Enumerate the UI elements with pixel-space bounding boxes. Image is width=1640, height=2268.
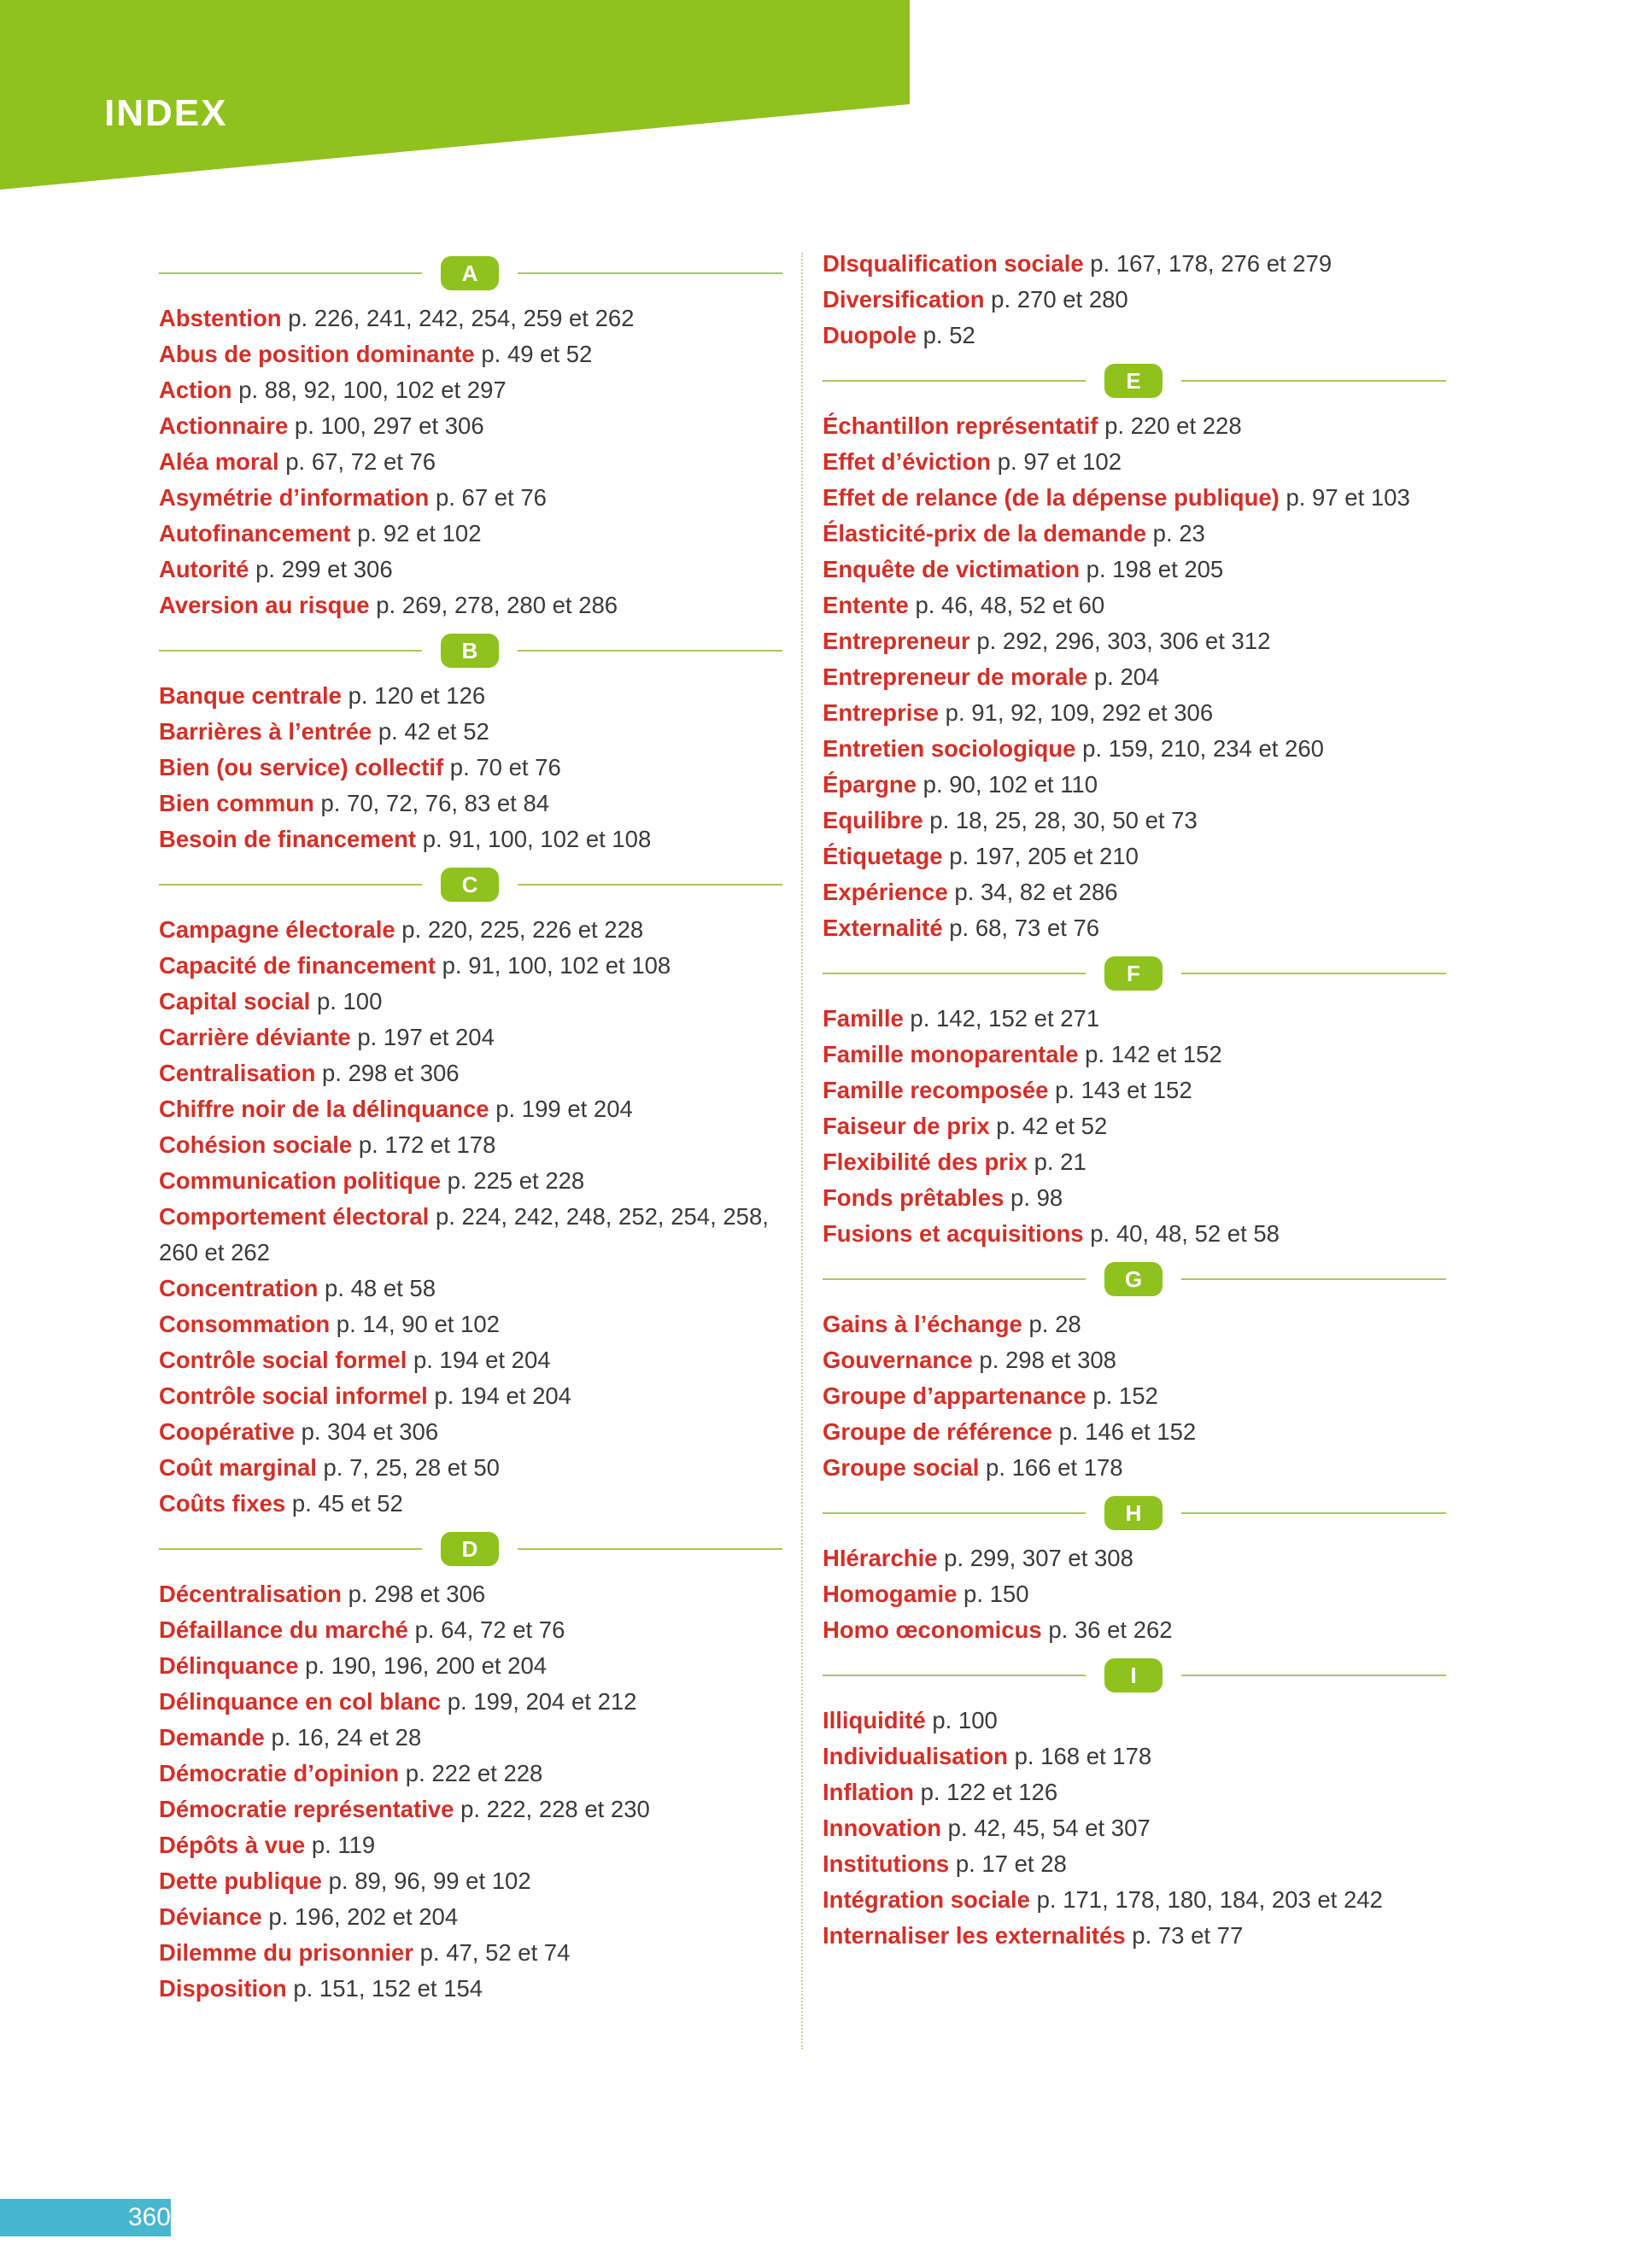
index-entry [159,678,782,714]
index-entry [823,516,1446,552]
index-pages: p. 298 et 306 [348,1581,486,1607]
index-term: Échantillon représentatif [823,412,1098,439]
index-term: Enquête de victimation [823,556,1081,582]
index-pages: p. 167, 178, 276 et 279 [1090,250,1332,277]
letter-badge: E [1104,364,1163,398]
index-entry [159,1899,782,1935]
index-term: Chiffre noir de la délinquance [159,1096,489,1122]
index-entry [823,839,1446,874]
index-term: Action [159,377,232,403]
letter-divider [159,857,782,912]
index-pages: p. 166 et 178 [986,1454,1123,1481]
index-pages: p. 42 et 52 [996,1113,1108,1139]
index-pages: p. 292, 296, 303, 306 et 312 [976,628,1271,654]
divider-line [1181,1278,1446,1280]
index-term: Fonds prêtables [823,1184,1004,1211]
index-pages: p. 36 et 262 [1048,1616,1173,1643]
index-entry [159,1971,782,2007]
index-pages: p. 49 et 52 [481,341,593,367]
index-term: Dilemme du prisonnier [159,1939,413,1966]
index-term: Gains à l’échange [823,1311,1022,1337]
index-pages: p. 222 et 228 [405,1760,543,1786]
index-pages: p. 197, 205 et 210 [949,843,1139,869]
index-entry [159,587,782,623]
index-pages: p. 23 [1152,520,1205,547]
index-term: Aversion au risque [159,592,370,618]
index-pages: p. 89, 96, 99 et 102 [328,1868,531,1894]
letter-divider [823,354,1446,408]
index-term: Coût marginal [159,1454,317,1481]
index-entry [159,750,782,786]
index-pages: p. 151, 152 et 154 [293,1975,483,2002]
index-term: Famille monoparentale [823,1041,1079,1067]
index-term: Entrepreneur [823,628,970,654]
index-term: HIérarchie [823,1545,938,1571]
index-entry [823,246,1446,282]
index-entry [823,1450,1446,1486]
index-entry [823,444,1446,480]
index-pages: p. 199 et 204 [495,1096,633,1122]
index-pages: p. 194 et 204 [413,1347,551,1373]
index-column-right [823,246,1446,1954]
index-pages: p. 42 et 52 [378,718,489,745]
index-term: Délinquance [159,1652,299,1679]
index-entry [159,1827,782,1863]
index-pages: p. 18, 25, 28, 30, 50 et 73 [929,807,1198,833]
index-pages: p. 142 et 152 [1085,1041,1222,1067]
index-pages: p. 119 [311,1832,376,1858]
index-term: Entente [823,592,909,618]
index-pages: p. 45 et 52 [291,1490,403,1517]
index-pages: p. 17 et 28 [955,1850,1067,1877]
index-term: Comportement électoral [159,1203,430,1230]
index-entry [823,874,1446,910]
index-entry [823,1739,1446,1774]
index-entry [159,1020,782,1055]
index-entry [159,1414,782,1450]
index-entry [823,695,1446,731]
index-term: Diversification [823,286,985,313]
divider-line [159,884,422,886]
index-term: Cohésion sociale [159,1131,353,1158]
index-pages: p. 100, 297 et 306 [294,412,484,439]
index-entry [823,1144,1446,1180]
letter-badge: I [1104,1658,1163,1692]
index-entry [823,1540,1446,1576]
letter-divider [823,1252,1446,1306]
index-term: Intégration sociale [823,1886,1030,1913]
index-entry [159,552,782,587]
index-entry [823,1342,1446,1378]
letter-badge: G [1104,1262,1163,1296]
index-term: Démocratie représentative [159,1796,454,1822]
index-term: Défaillance du marché [159,1616,408,1643]
index-term: Démocratie d’opinion [159,1760,400,1786]
index-pages: p. 42, 45, 54 et 307 [947,1815,1151,1841]
index-term: Entrepreneur de morale [823,663,1088,690]
index-pages: p. 7, 25, 28 et 50 [323,1454,500,1481]
index-term: Duopole [823,322,917,348]
index-pages: p. 100 [316,988,383,1014]
index-entry [823,1612,1446,1648]
divider-line [823,1512,1086,1514]
index-entry [159,1576,782,1612]
index-entry [159,1306,782,1342]
index-term: Innovation [823,1815,942,1841]
index-pages: p. 70, 72, 76, 83 et 84 [320,790,550,816]
index-term: Entretien sociologique [823,735,1076,762]
index-pages: p. 97 et 103 [1286,484,1410,511]
index-term: Carrière déviante [159,1024,351,1050]
divider-line [823,973,1086,974]
index-entry [159,1055,782,1091]
index-term: Flexibilité des prix [823,1149,1028,1175]
index-term: Capital social [159,988,311,1014]
index-pages: p. 225 et 228 [447,1167,585,1194]
index-entry [823,1918,1446,1954]
index-pages: p. 34, 82 et 286 [954,879,1118,905]
index-pages: p. 299, 307 et 308 [944,1545,1133,1571]
index-entry [823,282,1446,318]
index-term: Groupe social [823,1454,980,1481]
divider-line [1181,973,1446,974]
index-pages: p. 64, 72 et 76 [414,1616,565,1643]
index-pages: p. 270 et 280 [991,286,1128,313]
index-entry [823,1576,1446,1612]
index-term: Actionnaire [159,412,289,439]
index-pages: p. 199, 204 et 212 [447,1688,637,1715]
index-entry [159,1127,782,1163]
index-term: DIsqualification sociale [823,250,1084,277]
index-entry [823,1703,1446,1739]
index-entry [159,1792,782,1827]
index-entry [823,1414,1446,1450]
index-pages: p. 16, 24 et 28 [271,1724,422,1751]
index-term: Asymétrie d’information [159,484,430,511]
index-entry [159,516,782,552]
index-pages: p. 28 [1028,1311,1081,1337]
page-number-tab [0,2199,171,2236]
index-pages: p. 226, 241, 242, 254, 259 et 262 [288,305,635,331]
index-entry [823,408,1446,444]
index-pages: p. 224, 242, 248, 252, 254, 258, 260 et 262 [159,1203,769,1266]
letter-badge: F [1104,956,1163,991]
index-term: Coopérative [159,1418,295,1445]
index-pages: p. 171, 178, 180, 184, 203 et 242 [1036,1886,1383,1913]
divider-line [159,650,422,652]
letter-divider [159,1522,782,1576]
index-entry [823,1001,1446,1037]
index-term: Externalité [823,915,943,941]
index-term: Illiquidité [823,1707,926,1733]
divider-line [1181,1512,1446,1514]
index-term: Equilibre [823,807,923,833]
letter-divider [823,946,1446,1001]
index-pages: p. 100 [932,1707,998,1733]
index-pages: p. 194 et 204 [434,1382,571,1409]
index-pages: p. 97 et 102 [997,448,1122,475]
index-term: Groupe de référence [823,1418,1052,1445]
index-term: Banque centrale [159,682,342,709]
index-term: Concentration [159,1275,319,1301]
index-entry [823,1306,1446,1342]
index-entry [159,1648,782,1684]
index-term: Centralisation [159,1060,316,1086]
index-term: Décentralisation [159,1581,342,1607]
index-entry [159,1935,782,1971]
index-pages: p. 91, 100, 102 et 108 [422,826,652,852]
index-pages: p. 47, 52 et 74 [419,1939,571,1966]
divider-line [1181,1675,1446,1676]
index-term: Homo œconomicus [823,1616,1042,1643]
index-entry [159,1684,782,1720]
index-pages: p. 142, 152 et 271 [910,1005,1100,1032]
index-pages: p. 190, 196, 200 et 204 [305,1652,548,1679]
index-pages: p. 197 et 204 [357,1024,495,1050]
index-pages: p. 298 et 306 [322,1060,460,1086]
index-term: Individualisation [823,1743,1008,1769]
index-term: Capacité de financement [159,952,436,979]
index-pages: p. 90, 102 et 110 [922,771,1098,798]
index-entry [159,1486,782,1522]
index-pages: p. 198 et 205 [1086,556,1224,582]
index-pages: p. 269, 278, 280 et 286 [376,592,618,618]
index-entry [159,301,782,336]
index-term: Effet de relance (de la dépense publique) [823,484,1280,511]
index-entry [159,1199,782,1271]
index-entry [823,587,1446,623]
index-pages: p. 122 et 126 [920,1779,1058,1805]
index-entry [159,372,782,408]
index-entry [159,1720,782,1756]
index-pages: p. 298 et 308 [979,1347,1116,1373]
index-pages: p. 220, 225, 226 et 228 [401,916,644,943]
index-entry [823,1073,1446,1108]
index-term: Gouvernance [823,1347,973,1373]
index-pages: p. 204 [1093,663,1160,690]
index-pages: p. 46, 48, 52 et 60 [915,592,1105,618]
index-entry [823,1846,1446,1882]
index-pages: p. 150 [964,1581,1029,1607]
index-entry [823,1037,1446,1073]
index-entry [823,1180,1446,1216]
index-entry [823,767,1446,803]
index-entry [823,1774,1446,1810]
index-entry [159,1756,782,1792]
index-term: Aléa moral [159,448,279,475]
divider-line [159,272,422,274]
index-term: Groupe d’appartenance [823,1382,1086,1409]
index-term: Contrôle social informel [159,1382,428,1409]
index-term: Fusions et acquisitions [823,1220,1084,1247]
column-divider [801,253,803,2049]
index-pages: p. 91, 100, 102 et 108 [442,952,671,979]
index-entry [823,480,1446,516]
index-entry [159,1163,782,1199]
index-entry [159,1378,782,1414]
index-pages: p. 159, 210, 234 et 260 [1082,735,1324,762]
divider-line [823,1675,1086,1676]
index-term: Famille recomposée [823,1077,1049,1103]
index-pages: p. 299 et 306 [255,556,393,582]
divider-line [823,380,1086,382]
index-term: Dépôts à vue [159,1832,306,1858]
divider-line [518,1548,782,1550]
page-title: INDEX [104,92,228,134]
index-entry [823,552,1446,587]
letter-divider [823,1486,1446,1540]
index-pages: p. 220 et 228 [1104,412,1242,439]
index-entry [823,1108,1446,1144]
index-entry [159,1450,782,1486]
index-column-left [159,246,782,2007]
index-entry [159,948,782,984]
index-entry [823,1882,1446,1918]
index-term: Consommation [159,1311,331,1337]
index-term: Effet d’éviction [823,448,992,475]
index-entry [823,910,1446,946]
letter-badge: C [441,868,499,902]
index-entry [159,786,782,821]
index-term: Campagne électorale [159,916,395,943]
index-term: Famille [823,1005,904,1032]
index-term: Épargne [823,771,917,798]
index-entry [159,821,782,857]
divider-line [518,650,782,652]
index-entry [159,984,782,1020]
index-term: Entreprise [823,699,940,726]
index-pages: p. 67 et 76 [435,484,547,511]
index-term: Institutions [823,1850,950,1877]
index-term: Besoin de financement [159,826,417,852]
index-entry [159,1091,782,1127]
index-entry [159,1342,782,1378]
index-entry [159,480,782,516]
index-entry [823,1216,1446,1252]
letter-badge: D [441,1532,499,1566]
index-pages: p. 21 [1034,1149,1086,1175]
index-entry [159,408,782,444]
index-term: Bien commun [159,790,314,816]
index-entry [159,444,782,480]
index-entry [823,1378,1446,1414]
index-pages: p. 146 et 152 [1058,1418,1197,1445]
index-term: Homogamie [823,1581,958,1607]
index-entry [159,714,782,750]
index-term: Contrôle social formel [159,1347,407,1373]
index-entry [159,912,782,948]
index-term: Barrières à l’entrée [159,718,372,745]
index-term: Délinquance en col blanc [159,1688,442,1715]
index-term: Disposition [159,1975,287,2002]
divider-line [518,272,782,274]
index-entry [159,1271,782,1306]
index-term: Demande [159,1724,265,1751]
index-entry [823,318,1446,354]
index-entry [159,1863,782,1899]
divider-line [159,1548,422,1550]
index-pages: p. 92 et 102 [357,520,482,547]
index-entry [823,731,1446,767]
index-term: Étiquetage [823,843,943,869]
index-entry [823,659,1446,695]
index-pages: p. 196, 202 et 204 [268,1903,459,1930]
index-term: Communication politique [159,1167,441,1194]
index-pages: p. 152 [1092,1382,1158,1409]
index-pages: p. 68, 73 et 76 [949,915,1100,941]
index-pages: p. 143 et 152 [1055,1077,1192,1103]
index-pages: p. 222, 228 et 230 [460,1796,650,1822]
index-term: Autorité [159,556,249,582]
index-term: Faiseur de prix [823,1113,990,1139]
index-term: Expérience [823,879,948,905]
letter-badge: A [441,256,499,290]
letter-divider [159,623,782,678]
index-pages: p. 91, 92, 109, 292 et 306 [945,699,1214,726]
index-pages: p. 98 [1010,1184,1063,1211]
index-pages: p. 88, 92, 100, 102 et 297 [238,377,507,403]
index-pages: p. 304 et 306 [301,1418,439,1445]
letter-divider [159,246,782,301]
index-pages: p. 168 et 178 [1014,1743,1152,1769]
index-pages: p. 14, 90 et 102 [336,1311,500,1337]
letter-badge: B [441,634,499,668]
index-pages: p. 52 [922,322,975,348]
index-entry [823,1810,1446,1846]
index-pages: p. 48 et 58 [325,1275,436,1301]
index-entry [159,1612,782,1648]
index-entry [823,623,1446,659]
index-pages: p. 67, 72 et 76 [285,448,436,475]
index-pages: p. 40, 48, 52 et 58 [1090,1220,1280,1247]
index-term: Inflation [823,1779,914,1805]
index-entry [159,336,782,372]
letter-badge: H [1104,1496,1163,1530]
index-term: Internaliser les externalités [823,1922,1126,1949]
index-pages: p. 73 et 77 [1132,1922,1244,1949]
index-pages: p. 120 et 126 [348,682,486,709]
index-term: Abus de position dominante [159,341,475,367]
index-term: Dette publique [159,1868,322,1894]
index-pages: p. 172 et 178 [358,1131,496,1158]
letter-divider [823,1648,1446,1703]
divider-line [518,884,782,886]
index-pages: p. 70 et 76 [449,754,561,780]
index-entry [823,803,1446,839]
index-term: Élasticité-prix de la demande [823,520,1147,547]
divider-line [1181,380,1446,382]
divider-line [823,1278,1086,1280]
index-term: Coûts fixes [159,1490,286,1517]
index-term: Déviance [159,1903,262,1930]
index-term: Abstention [159,305,282,331]
index-term: Autofinancement [159,520,351,547]
index-term: Bien (ou service) collectif [159,754,444,780]
page-number: 360 [127,2203,171,2231]
